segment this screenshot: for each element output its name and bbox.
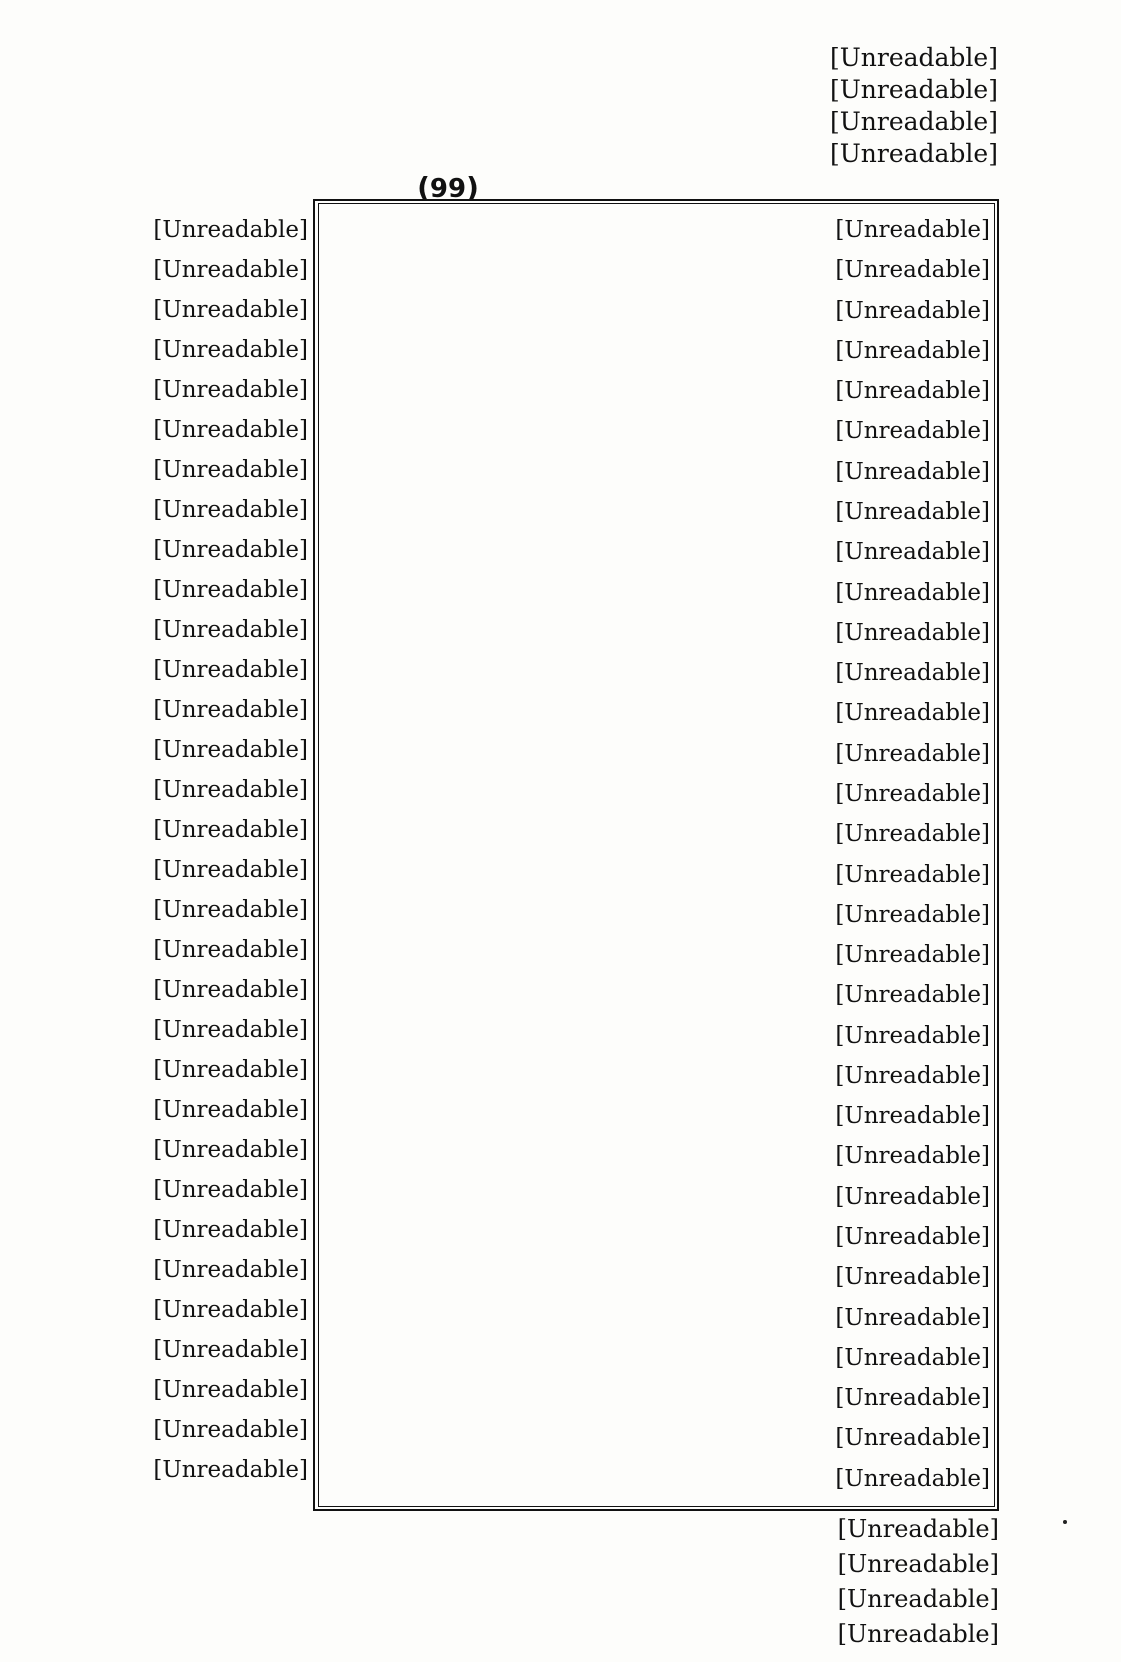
text-run: [Unreadable] bbox=[835, 458, 990, 485]
text-run: [Unreadable] bbox=[835, 821, 990, 848]
bottom-text-block bbox=[113, 1512, 999, 1662]
text-run: [Unreadable] bbox=[835, 1143, 990, 1170]
text-run: [Unreadable] bbox=[829, 75, 998, 104]
text-run: [Unreadable] bbox=[835, 1183, 990, 1210]
text-run: [Unreadable] bbox=[835, 619, 990, 646]
page-number: (99) bbox=[417, 171, 479, 204]
text-run: [Unreadable] bbox=[835, 539, 990, 566]
text-run: [Unreadable] bbox=[837, 1515, 999, 1543]
text-run: [Unreadable] bbox=[153, 977, 308, 1003]
text-run: [Unreadable] bbox=[153, 1297, 308, 1323]
text-run: [Unreadable] bbox=[837, 1620, 999, 1648]
text-run: [Unreadable] bbox=[835, 1385, 990, 1412]
top-text-block bbox=[128, 42, 998, 202]
text-run: [Unreadable] bbox=[835, 740, 990, 767]
text-run: [Unreadable] bbox=[153, 1217, 308, 1243]
text-run: [Unreadable] bbox=[153, 1137, 308, 1163]
text-run: [Unreadable] bbox=[835, 1264, 990, 1291]
text-run: [Unreadable] bbox=[835, 1103, 990, 1130]
text-run: [Unreadable] bbox=[835, 700, 990, 727]
text-run: [Unreadable] bbox=[153, 577, 308, 603]
text-run: [Unreadable] bbox=[153, 457, 308, 483]
text-run: [Unreadable] bbox=[835, 217, 990, 243]
text-run: [Unreadable] bbox=[829, 107, 998, 136]
text-run: [Unreadable] bbox=[835, 498, 990, 525]
text-run: [Unreadable] bbox=[153, 1097, 308, 1123]
text-run: [Unreadable] bbox=[153, 657, 308, 683]
text-run: [Unreadable] bbox=[153, 1417, 308, 1443]
text-run: [Unreadable] bbox=[153, 217, 308, 243]
ink-speck bbox=[1063, 1520, 1067, 1524]
text-run: [Unreadable] bbox=[835, 982, 990, 1009]
text-run: [Unreadable] bbox=[153, 1017, 308, 1043]
text-run: [Unreadable] bbox=[153, 1377, 308, 1403]
text-run: [Unreadable] bbox=[153, 897, 308, 923]
text-run: [Unreadable] bbox=[835, 1425, 990, 1452]
text-run: [Unreadable] bbox=[153, 1457, 308, 1483]
text-run: [Unreadable] bbox=[835, 1062, 990, 1089]
text-run: [Unreadable] bbox=[835, 1224, 990, 1251]
text-run: [Unreadable] bbox=[153, 1257, 308, 1283]
text-run: [Unreadable] bbox=[153, 497, 308, 523]
text-run: [Unreadable] bbox=[153, 737, 308, 763]
text-run: [Unreadable] bbox=[835, 418, 990, 445]
text-run: [Unreadable] bbox=[835, 297, 990, 324]
text-run: [Unreadable] bbox=[835, 257, 990, 284]
text-run: [Unreadable] bbox=[153, 1337, 308, 1363]
text-run: [Unreadable] bbox=[153, 417, 308, 443]
text-run: [Unreadable] bbox=[153, 617, 308, 643]
text-run: [Unreadable] bbox=[835, 901, 990, 928]
text-run: [Unreadable] bbox=[153, 297, 308, 323]
text-run: [Unreadable] bbox=[153, 777, 308, 803]
text-run: [Unreadable] bbox=[153, 337, 308, 363]
text-run: [Unreadable] bbox=[153, 937, 308, 963]
text-run: [Unreadable] bbox=[835, 660, 990, 687]
text-run: [Unreadable] bbox=[835, 780, 990, 807]
text-run: [Unreadable] bbox=[153, 257, 308, 283]
text-run: [Unreadable] bbox=[835, 942, 990, 969]
text-run: [Unreadable] bbox=[153, 1057, 308, 1083]
text-run: [Unreadable] bbox=[837, 1585, 999, 1613]
text-run: [Unreadable] bbox=[153, 1177, 308, 1203]
text-run: [Unreadable] bbox=[835, 378, 990, 405]
text-run: [Unreadable] bbox=[153, 537, 308, 563]
page-number-value: 99 bbox=[429, 174, 467, 204]
text-run: [Unreadable] bbox=[835, 861, 990, 888]
text-run: [Unreadable] bbox=[153, 857, 308, 883]
text-run: [Unreadable] bbox=[153, 817, 308, 843]
side-text-block bbox=[112, 210, 308, 1510]
text-run: [Unreadable] bbox=[153, 697, 308, 723]
text-run: [Unreadable] bbox=[835, 1465, 990, 1492]
text-run: [Unreadable] bbox=[835, 337, 990, 364]
text-run: [Unreadable] bbox=[837, 1550, 999, 1578]
text-run: [Unreadable] bbox=[835, 1304, 990, 1331]
text-run: [Unreadable] bbox=[829, 43, 998, 72]
main-text-block bbox=[324, 210, 990, 1500]
text-run: [Unreadable] bbox=[835, 579, 990, 606]
text-run: [Unreadable] bbox=[835, 1022, 990, 1049]
text-run: [Unreadable] bbox=[153, 377, 308, 403]
text-run: [Unreadable] bbox=[835, 1344, 990, 1371]
text-run: [Unreadable] bbox=[829, 139, 998, 168]
